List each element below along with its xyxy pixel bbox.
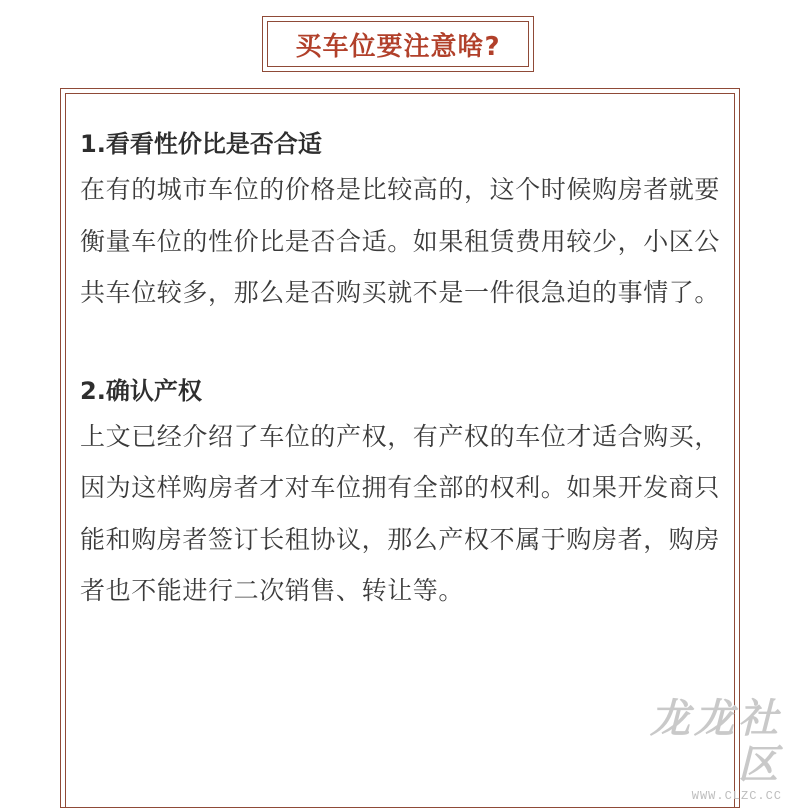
page-title: 买车位要注意啥? — [295, 31, 501, 62]
watermark-logo: 龙龙社区 — [650, 695, 782, 788]
section-spacer — [80, 319, 720, 371]
section-heading: 1.看看性价比是否合适 — [80, 130, 322, 158]
title-frame — [262, 16, 534, 72]
section-ownership — [80, 371, 720, 617]
section-value — [80, 124, 720, 319]
watermark — [612, 695, 782, 803]
title-inner-frame — [267, 21, 529, 67]
article-body — [80, 124, 720, 617]
watermark-url: WWW.CLZC.CC — [691, 789, 782, 803]
section-paragraph: 在有的城市车位的价格是比较高的，这个时候购房者就要衡量车位的性价比是否合适。如果租赁费用较少，小区公共车位较多，那么是否购买就不是一件很急迫的事情了。 — [80, 175, 721, 307]
section-paragraph: 上文已经介绍了车位的产权，有产权的车位才适合购买，因为这样购房者才对车位拥有全部的权利。如果开发商只能和购房者签订长租协议，那么产权不属于购房者，购房者也不能进行二次销售、转让等。 — [80, 421, 721, 605]
section-heading: 2.确认产权 — [80, 376, 202, 405]
